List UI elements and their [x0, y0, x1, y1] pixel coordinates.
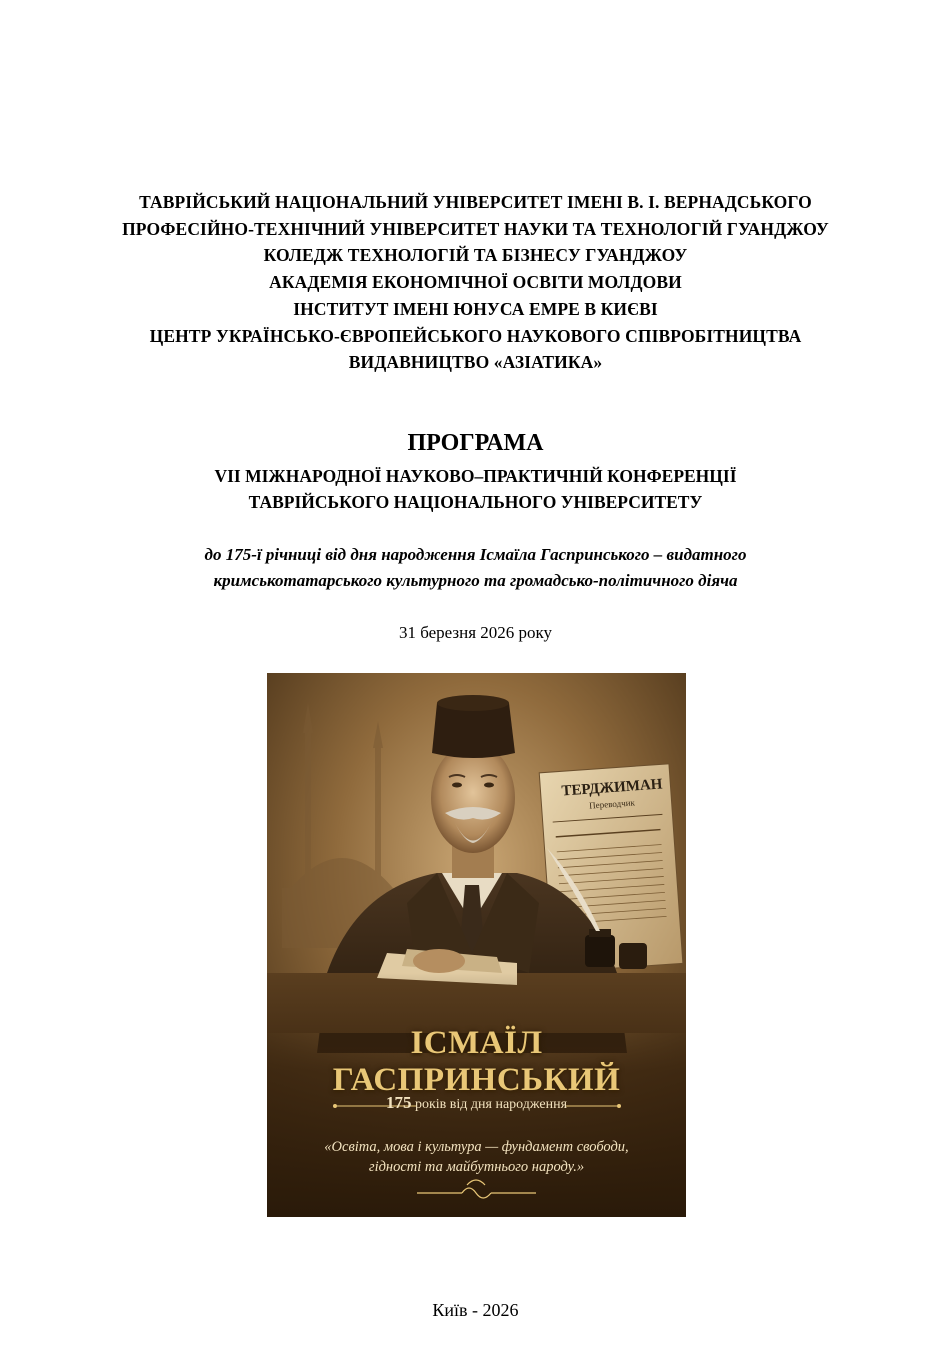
anniversary-number: 175 [385, 1093, 412, 1112]
dedication [0, 542, 951, 594]
organization-line: ІНСТИТУТ ІМЕНІ ЮНУСА ЕМРЕ В КИЄВІ [293, 298, 658, 319]
program-title: ПРОГРАМА [407, 430, 544, 456]
organization-line: ЦЕНТР УКРАЇНСЬКО-ЄВРОПЕЙСЬКОГО НАУКОВОГО СПІВРОБІТНИЦТВА [149, 325, 802, 346]
organization-line: ТАВРІЙСЬКИЙ НАЦІОНАЛЬНИЙ УНІВЕРСИТЕТ ІМЕНІ В. І. ВЕРНАДСЬКОГО [139, 192, 812, 212]
organization-line: КОЛЕДЖ ТЕХНОЛОГІЙ ТА БІЗНЕСУ ГУАНДЖОУ [263, 245, 688, 266]
dedication-line: кримськотатарського культурного та громадсько-політичного діяча [213, 571, 738, 590]
poster-anniversary [267, 1093, 686, 1113]
conference-line: VII МІЖНАРОДНОЇ НАУКОВО–ПРАКТИЧНІЙ КОНФЕРЕНЦІЇ [214, 466, 737, 486]
organization-line: АКАДЕМІЯ ЕКОНОМІЧНОЇ ОСВІТИ МОЛДОВИ [269, 272, 682, 293]
anniversary-text: років від дня народження [414, 1097, 568, 1112]
portrait-poster [267, 673, 686, 1217]
newspaper-subtitle: Переводчик [588, 797, 636, 811]
organization-line: ВИДАВНИЦТВО «АЗІАТИКА» [348, 352, 603, 373]
poster-quote [297, 1137, 656, 1177]
conference-title [0, 463, 951, 515]
quote-line: гідності та майбутнього народу.» [368, 1159, 585, 1175]
portrait-illustration [267, 673, 686, 1217]
footer-place-year: Київ - 2026 [432, 1300, 519, 1320]
newspaper-title: ТЕРДЖИМАН [560, 776, 663, 800]
poster-name: ІСМАЇЛ ГАСПРИНСЬКИЙ [332, 1025, 621, 1098]
organization-line: ПРОФЕСІЙНО-ТЕХНІЧНИЙ УНІВЕРСИТЕТ НАУКИ ТА ТЕХНОЛОГІЙ ГУАНДЖОУ [122, 218, 829, 239]
quote-line: «Освіта, мова і культура — фундамент свободи, [324, 1139, 629, 1155]
conference-line: ТАВРІЙСЬКОГО НАЦІОНАЛЬНОГО УНІВЕРСИТЕТУ [248, 492, 703, 512]
organizations-list [0, 189, 951, 376]
conference-date: 31 березня 2026 року [398, 623, 553, 642]
dedication-line: до 175-ї річниці від дня народження Ісмаїла Гаспринського – видатного [204, 545, 747, 564]
